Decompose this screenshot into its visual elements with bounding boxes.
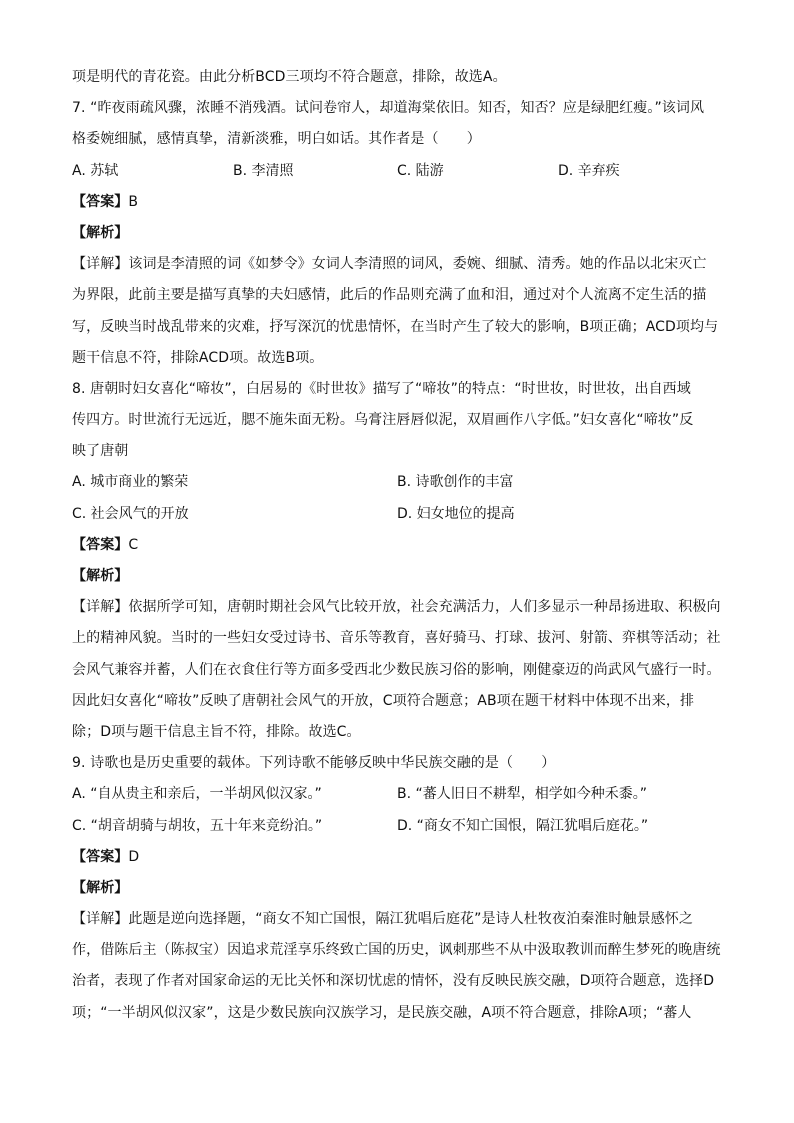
detail-line: 治者，表现了作者对国家命运的无比关怀和深切忧虑的情怀，没有反映民族交融，D项符合题意，选择D [72,973,715,990]
option-c: C. “胡音胡骑与胡妆，五十年来竞纷泊。” [72,817,323,834]
option-a: A. 城市商业的繁荣 [72,474,189,491]
question-stem-line: 映了唐朝 [72,443,129,460]
document-page [72,62,724,1029]
question-options [72,156,724,187]
detail-line: 【详解】该词是李清照的词《如梦令》女词人李清照的词风，委婉、细腻、清秀。她的作品以北宋灭亡 [72,256,707,273]
previous-answer-tail: 项是明代的青花瓷。由此分析BCD三项均不符合题意，排除，故选A。 [72,69,507,85]
analysis-label: 【解析】 [72,224,129,241]
option-a: A. 苏轼 [72,162,119,179]
detail-line: 上的精神风貌。当时的一些妇女受过诗书、音乐等教育，喜好骑马、打球、拔河、射箭、弈棋等活动；社 [72,630,721,647]
option-d: D. 妇女地位的提高 [397,505,515,522]
question-7 [72,93,724,374]
option-d: D. 辛弃疾 [558,162,620,179]
option-b: B. “蕃人旧日不耕犁，相学如今种禾黍。” [397,786,648,803]
detail-line: 因此妇女喜化“啼妆”反映了唐朝社会风气的开放，C项符合题意；AB项在题干材料中体现不出来，排 [72,692,695,709]
answer-label: 【答案】 [72,848,129,865]
option-a: A. “自从贵主和亲后，一半胡风似汉家。” [72,786,322,803]
option-b: B. 诗歌创作的丰富 [397,474,514,491]
question-options-row-2 [72,499,724,530]
question-stem-line: 格委婉细腻，感情真挚，清新淡雅，明白如话。其作者是（ ） [72,131,481,148]
question-stem-line: 8. 唐朝时妇女喜化“啼妆”，白居易的《时世妆》描写了“啼妆”的特点：“时世妆，时世妆，出自西域 [72,380,691,397]
question-8 [72,374,724,748]
option-d: D. “商女不知亡国恨，隔江犹唱后庭花。” [397,817,649,834]
detail-line: 项；“一半胡风似汉家”，这是少数民族向汉族学习，是民族交融，A项不符合题意，排除A项；“蕃人 [72,1004,692,1021]
answer-label: 【答案】 [72,193,129,210]
answer-label: 【答案】 [72,536,129,553]
option-c: C. 陆游 [397,162,444,179]
detail-line: 作，借陈后主（陈叔宝）因追求荒淫享乐终致亡国的历史，讽刺那些不从中汲取教训而醉生梦死的晚唐统 [72,942,721,959]
question-options-row-1 [72,467,724,498]
question-options-row-2 [72,811,724,842]
answer-value: B [128,193,139,210]
answer-line [72,842,724,873]
analysis-label: 【解析】 [72,879,129,896]
detail-line: 【详解】此题是逆向选择题，“商女不知亡国恨，隔江犹唱后庭花”是诗人杜牧夜泊秦淮时触景感怀之 [72,911,694,928]
question-options-row-1 [72,779,724,810]
answer-line [72,187,724,218]
detail-line: 会风气兼容并蓄，人们在衣食住行等方面多受西北少数民族习俗的影响，刚健豪迈的尚武风气盛行一时。 [72,661,721,678]
detail-line: 为界限，此前主要是描写真挚的夫妇感情，此后的作品则充满了血和泪，通过对个人流离不定生活的描 [72,287,707,304]
analysis-label: 【解析】 [72,568,129,584]
question-stem-line: 9. 诗歌也是历史重要的载体。下列诗歌不能够反映中华民族交融的是（ ） [72,755,556,772]
detail-line: 除；D项与题干信息主旨不符，排除。故选C。 [72,723,361,740]
option-c: C. 社会风气的开放 [72,505,189,522]
question-stem-line: 7. “昨夜雨疏风骤，浓睡不消残酒。试问卷帘人，却道海棠依旧。知否，知否？应是绿肥红瘦。”该词风 [72,100,705,117]
question-9 [72,748,724,1029]
detail-line: 题干信息不符，排除ACD项。故选B项。 [72,349,324,366]
detail-line: 【详解】依据所学可知，唐朝时期社会风气比较开放，社会充满活力，人们多显示一种昂扬进取、积极向 [72,599,721,616]
answer-line [72,530,724,561]
answer-value: D [128,848,140,865]
question-stem-line: 传四方。时世流行无远近，腮不施朱面无粉。乌膏注唇唇似泥，双眉画作八字低。”妇女喜化“啼妆”反 [72,412,694,429]
answer-value: C [128,536,139,553]
detail-line: 写，反映当时战乱带来的灾难，抒写深沉的忧患情怀，在当时产生了较大的影响，B项正确；ACD项均与 [72,318,719,335]
option-b: B. 李清照 [233,162,294,179]
